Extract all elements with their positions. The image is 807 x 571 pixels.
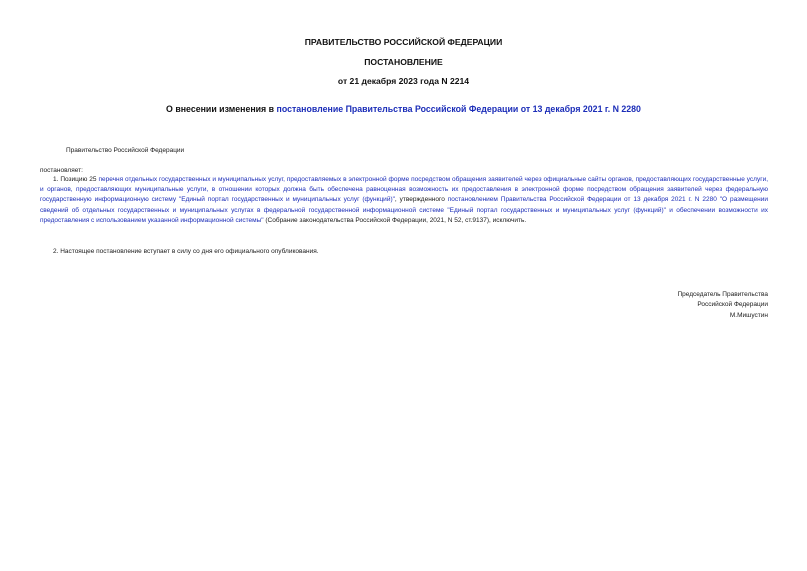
- signature-name: М.Мишустин: [729, 312, 768, 319]
- document-type-heading: ПОСТАНОВЛЕНИЕ: [364, 57, 443, 67]
- signature-organization: Российской Федерации: [697, 301, 768, 308]
- p1-text-start: 1. Позицию 25: [53, 176, 99, 183]
- paragraph-2: 2. Настоящее постановление вступает в силу со дня его официального опубликования.: [53, 248, 319, 255]
- issuer-text: Правительство Российской Федерации: [66, 147, 185, 154]
- date-number-heading: от 21 декабря 2023 года N 2214: [337, 76, 470, 86]
- signature-title: Председатель Правительства: [677, 291, 768, 298]
- paragraph-1: [40, 175, 768, 226]
- p1-text-middle: , утвержденного: [394, 196, 448, 204]
- document-title: [0, 104, 807, 114]
- p1-text-end: (Собрание законодательства Российской Федерации, 2021, N 52, ст.9137), исключить.: [263, 216, 527, 224]
- government-heading: ПРАВИТЕЛЬСТВО РОССИЙСКОЙ ФЕДЕРАЦИИ: [304, 37, 503, 47]
- resolves-text: постановляет:: [40, 167, 83, 174]
- p1-resolution-link[interactable]: постановлением Правительства Российской Федерации от 13 декабря 2021 г. N 2280 "О размещении сведений об отдельных государственных и муниципальных услугах в федеральной государственной информационной системе "Единый портал государственных и муниципальных услуг (функций)" и обеспечении возможности их предоставления с использованием указанной информационной системы": [40, 196, 768, 224]
- title-link[interactable]: постановление Правительства Российской Федерации от 13 декабря 2021 г. N 2280: [276, 104, 641, 114]
- p1-list-link[interactable]: перечня отдельных государственных и муниципальных услуг, предоставляемых в электронной форме посредством обращения заявителей через официальные сайты органов, предоставляющих государственные услуги, и органов, предоставляющих муниципальные услуги, в отношении которых должна быть обеспечена равноценная возможность их предоставления в электронной форме посредством обращения заявителей через федеральную государственную информационную систему "Единый портал государственных и муниципальных услуг (функций)": [40, 176, 769, 204]
- title-prefix: О внесении изменения в: [166, 104, 277, 114]
